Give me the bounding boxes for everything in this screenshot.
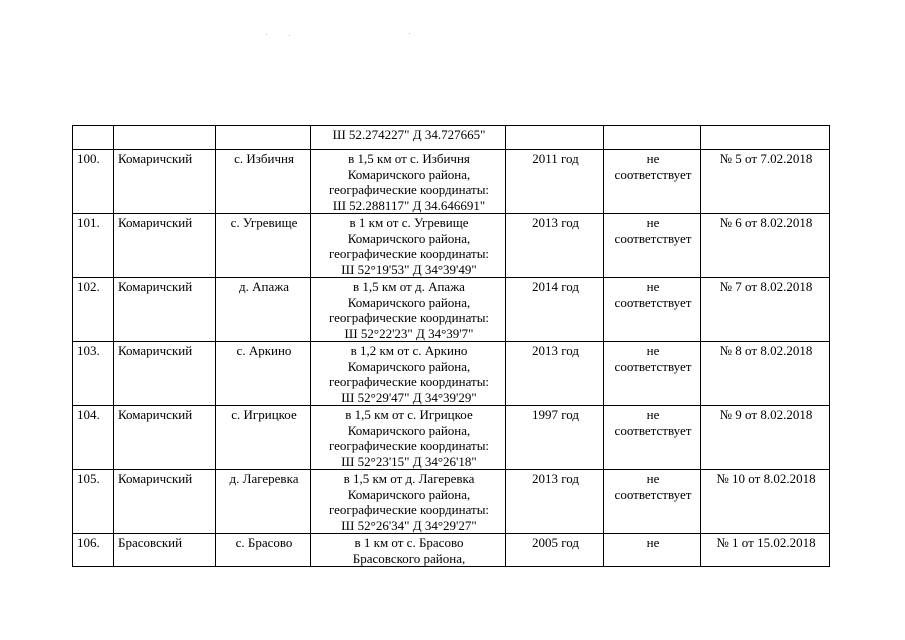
registry-table [72,125,830,567]
location-line: географические координаты: [328,502,490,517]
location-line: Ш 52°19'53" Д 34°39'49" [341,261,477,277]
cell-place: с. Брасово [216,534,311,567]
table-row [73,214,830,278]
cell-district: Комаричский [114,150,216,214]
cell-status [604,342,701,406]
cell-district: Комаричский [114,214,216,278]
cell-place [216,126,311,150]
cell-document: № 10 от 8.02.2018 [701,470,830,534]
status-line: соответствует [614,486,692,502]
cell-status [604,126,701,150]
location-line: в 1 км от с. Угревище [349,215,469,230]
cell-district: Комаричский [114,278,216,342]
table-row [73,406,830,470]
cell-location [311,406,506,470]
cell-year: 1997 год [506,406,604,470]
cell-document [701,126,830,150]
location-line: Комаричского района, [347,422,471,438]
location-line: в 1,5 км от д. Лагеревка [343,471,475,486]
location-line: географические координаты: [328,246,490,261]
cell-location [311,150,506,214]
cell-district: Комаричский [114,470,216,534]
location-line: Комаричского района, [347,486,471,502]
cell-document: № 8 от 8.02.2018 [701,342,830,406]
table-row [73,470,830,534]
cell-status [604,278,701,342]
location-line: в 1,5 км от с. Игрицкое [345,407,473,422]
location-line: Ш 52°23'15" Д 34°26'18" [341,453,477,469]
cell-number: 102. [73,278,114,342]
status-line: не [646,343,660,358]
cell-place: с. Угревище [216,214,311,278]
table-row [73,342,830,406]
cell-year: 2013 год [506,214,604,278]
cell-location [311,470,506,534]
cell-year: 2013 год [506,470,604,534]
registry-table-body [73,126,830,567]
cell-status [604,534,701,567]
cell-place: с. Избичня [216,150,311,214]
status-line: соответствует [614,358,692,374]
cell-document: № 6 от 8.02.2018 [701,214,830,278]
cell-number: 103. [73,342,114,406]
cell-status [604,150,701,214]
location-line: Ш 52°29'47" Д 34°39'29" [341,389,477,405]
status-line: соответствует [614,422,692,438]
cell-document: № 5 от 7.02.2018 [701,150,830,214]
status-line: не [646,407,660,422]
table-row [73,150,830,214]
location-line: Ш 52°22'23" Д 34°39'7" [344,325,474,341]
status-line: соответствует [614,294,692,310]
cell-location [311,126,506,150]
location-line: Комаричского района, [347,166,471,182]
scan-speck [289,35,290,36]
cell-place: д. Апажа [216,278,311,342]
cell-year: 2014 год [506,278,604,342]
cell-status [604,214,701,278]
cell-document: № 7 от 8.02.2018 [701,278,830,342]
status-line: не [646,279,660,294]
location-line: Комаричского района, [347,294,471,310]
cell-number: 105. [73,470,114,534]
cell-number: 100. [73,150,114,214]
status-line: соответствует [614,166,692,182]
location-line: в 1,2 км от с. Аркино [350,343,468,358]
cell-year: 2013 год [506,342,604,406]
table-row-continuation [73,126,830,150]
location-line: Комаричского района, [347,358,471,374]
cell-year: 2005 год [506,534,604,567]
location-line: географические координаты: [328,310,490,325]
cell-status [604,406,701,470]
location-line: в 1,5 км от с. Избичня [348,151,470,166]
location-line: Комаричского района, [347,230,471,246]
location-line: географические координаты: [328,182,490,197]
location-line: Брасовского района, [352,550,466,566]
cell-status [604,470,701,534]
cell-number: 106. [73,534,114,567]
cell-number: 104. [73,406,114,470]
cell-location [311,214,506,278]
scan-speck [266,34,267,35]
cell-district: Брасовский [114,534,216,567]
location-line: Ш 52.288117" Д 34.646691" [332,197,486,213]
cell-district [114,126,216,150]
cell-number: 101. [73,214,114,278]
location-line: Ш 52.274227" Д 34.727665" [332,127,486,142]
scan-speck [409,33,410,34]
cell-place: с. Аркино [216,342,311,406]
cell-year: 2011 год [506,150,604,214]
location-line: географические координаты: [328,438,490,453]
location-line: Ш 52°26'34" Д 34°29'27" [341,517,477,533]
status-line: не [646,215,660,230]
cell-place: д. Лагеревка [216,470,311,534]
location-line: географические координаты: [328,374,490,389]
status-line: не [646,151,660,166]
table-row [73,278,830,342]
cell-number [73,126,114,150]
cell-year [506,126,604,150]
status-line: не [646,535,660,550]
table-row [73,534,830,567]
location-line: в 1,5 км от д. Апажа [353,279,465,294]
cell-location [311,278,506,342]
cell-district: Комаричский [114,406,216,470]
status-line: соответствует [614,230,692,246]
cell-place: с. Игрицкое [216,406,311,470]
status-line: не [646,471,660,486]
cell-location [311,342,506,406]
cell-district: Комаричский [114,342,216,406]
cell-document: № 1 от 15.02.2018 [701,534,830,567]
location-line: в 1 км от с. Брасово [354,535,464,550]
cell-location [311,534,506,567]
cell-document: № 9 от 8.02.2018 [701,406,830,470]
